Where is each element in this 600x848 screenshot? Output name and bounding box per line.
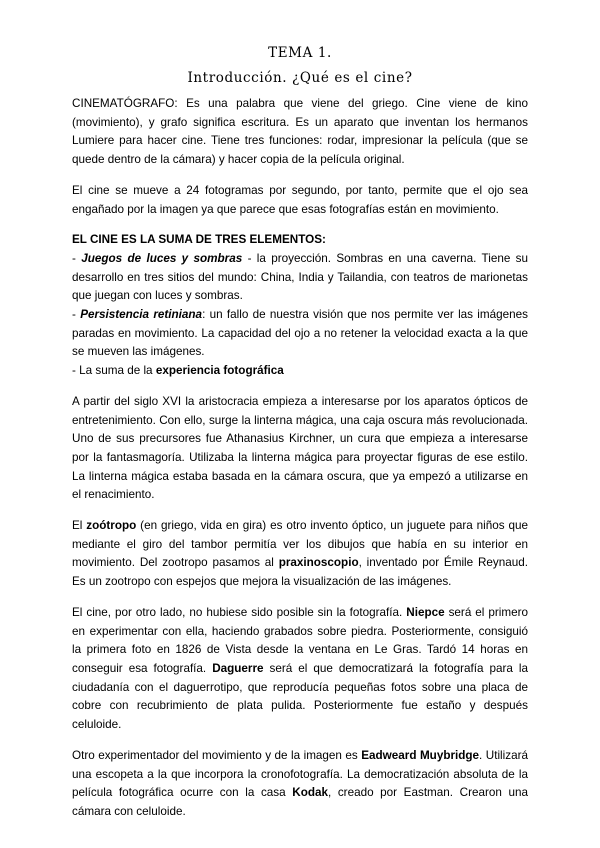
list-item-text: - la proyección. Sombras en una caverna. Tiene su desarrollo en tres sitios del mundo: China, India y Tailandia, con teatros de marionetas que juegan con luces y sombras. xyxy=(72,251,529,303)
paragraph-zootropo xyxy=(72,517,528,592)
text-run: será el primero en experimentar con ella, haciendo grabados sobre piedra. Posteriormente, consiguió la primera foto en 1826 de Vista desde la ventana en Le Gras. Tardó 14 horas en conseguir esa fotografía. xyxy=(72,605,528,675)
text-run: será el que democratizará la fotografía para la ciudadanía con el daguerrotipo, que reproducía pequeñas fotos sobre una placa de cobre con recubrimiento de plata pulida. Posteriormente fue estaño y después celuloide. xyxy=(72,661,529,732)
list-item-persistencia xyxy=(72,306,528,362)
term-experiencia-fotografica: experiencia fotográfica xyxy=(155,364,284,378)
paragraph-muybridge xyxy=(72,747,528,822)
paragraph-fotogramas: El cine se mueve a 24 fotogramas por segundo, por tanto, permite que el ojo sea engañado por la imagen ya que parece que esas fotografías están en movimiento. xyxy=(72,183,528,216)
term-juegos-luces-sombras: Juegos de luces y sombras xyxy=(81,251,243,265)
document-body xyxy=(72,95,528,834)
text-run: (en griego, vida en gira) es otro invento óptico, un juguete para niños que mediante el giro del tambor permitía ver los dibujos que había en su interior en movimiento. Del zootropo pasamos al xyxy=(72,519,528,570)
list-item-text: : un fallo de nuestra visión que nos permite ver las imágenes paradas en movimiento. La capacidad del ojo a no retener la velocidad exacta a la que se mueven las imágenes. xyxy=(72,308,528,359)
term-persistencia-retiniana: Persistencia retiniana xyxy=(80,308,203,322)
list-item-prefix: - xyxy=(72,251,82,265)
title-block xyxy=(0,41,600,91)
paragraph-aristocracia: A partir del siglo XVI la aristocracia empieza a interesarse por los aparatos ópticos de entretenimiento. Con ello, surge la linterna mágica, una caja oscura más revolucionada. Uno de sus precursores fue Athanasius Kirchner, un cura que empieza a interesarse por la fantasmagoría. Utilizaba la linterna mágica para proyectar figuras de ese estilo. La linterna mágica estaba basada en la cámara oscura, que ya empezó a utilizarse en el renacimiento. xyxy=(72,394,528,502)
term-niepce: Niepce xyxy=(406,605,445,619)
list-item-prefix: - La suma de la xyxy=(72,364,156,378)
section-heading: EL CINE ES LA SUMA DE TRES ELEMENTOS: xyxy=(72,233,326,247)
text-run: El xyxy=(72,519,87,533)
list-item-experiencia xyxy=(72,362,528,381)
list-item-prefix: - xyxy=(72,308,81,322)
term-zootropo: zoótropo xyxy=(86,519,137,533)
paragraph-fotografia xyxy=(72,604,528,735)
text-run: El cine, por otro lado, no hubiese sido posible sin la fotografía. xyxy=(72,605,407,619)
text-run: , creado por Eastman. Crearon una cámara con celuloide. xyxy=(72,786,528,818)
paragraph-cinematografo: CINEMATÓGRAFO: Es una palabra que viene del griego. Cine viene de kino (movimiento), y grafo significa escritura. Es un aparato que inventan los hermanos Lumiere para hacer cine. Tiene tres funciones: rodar, impresionar la película (que se quede dentro de la cámara) y hacer copia de la película original. xyxy=(72,97,528,167)
term-kodak: Kodak xyxy=(292,786,328,800)
term-daguerre: Daguerre xyxy=(212,661,264,675)
topic-number: TEMA 1. xyxy=(268,45,332,61)
term-eadweard-muybridge: Eadweard Muybridge xyxy=(361,748,480,762)
page-title: Introducción. ¿Qué es el cine? xyxy=(187,70,413,86)
text-run: . Utilizará una escopeta a la que incorpora la cronofotografía. La democratización absoluta de la película fotográfica ocurre con la casa xyxy=(72,748,528,800)
text-run: , inventado por Émile Reynaud. Es un zootropo con espejos que mejora la visualización de las imágenes. xyxy=(72,556,528,589)
text-run: Otro experimentador del movimiento y de la imagen es xyxy=(72,748,362,762)
list-item-juegos xyxy=(72,250,528,306)
term-praxinoscopio: praxinoscopio xyxy=(278,556,359,570)
